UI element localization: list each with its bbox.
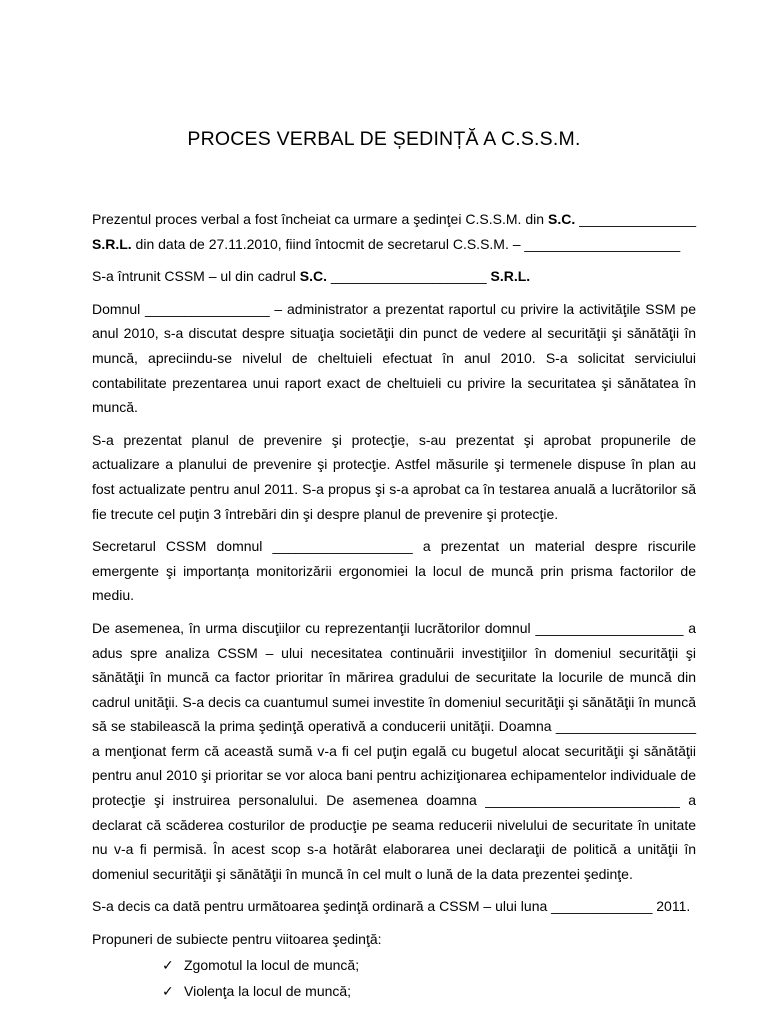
paragraph-proposals-heading: Propuneri de subiecte pentru viitoarea şedinţă: (92, 931, 382, 948)
paragraph-meeting: S-a întrunit CSSM – ul din cadrul S.C. ____________________ S.R.L. (92, 268, 531, 285)
list-item (162, 978, 696, 1004)
paragraph-secretary: Secretarul CSSM domnul __________________ a prezentat un material despre riscurile emergente şi importanța monitorizării ergonomiei la locul de muncă prin prisma factorilor de mediu. (92, 538, 696, 604)
paragraph-next-meeting: S-a decis ca dată pentru următoarea şedinţă ordinară a CSSM – ului luna _____________ 2011. (92, 898, 691, 915)
list-item-label: Violenţa la locul de muncă; (184, 982, 352, 999)
list-item-label: Zgomotul la locul de muncă; (184, 956, 360, 973)
paragraph-administrator-report: Domnul ________________ – administrator a prezentat raportul cu privire la activităţile SSM pe anul 2010, s-a discutat despre situaţia societăţii din punct de vedere al securităţii şi sănătăţii în muncă, apreciindu-se nivelul de cheltuieli efectuat în anul 2010. S-a solicitat serviciului contabilitate prezentarea unui raport exact de cheltuieli cu privire la securitatea şi sănătatea în muncă. (92, 300, 696, 416)
document-body (92, 207, 696, 1004)
checkmark-icon: ✓ (162, 956, 174, 973)
proposals-list (92, 952, 696, 1004)
checkmark-icon: ✓ (162, 982, 174, 999)
document-title: PROCES VERBAL DE ȘEDINȚĂ A C.S.S.M. (187, 128, 581, 150)
paragraph-investments: De asemenea, în urma discuţiilor cu reprezentanţii lucrătorilor domnul ___________________ a adus spre analiza CSSM – ului necesitatea continuării investiţiilor în domeniul securităţii şi sănătăţii în muncă ca factor prioritar în mărirea gradului de securitate la locurile de muncă din cadrul unităţii. S-a decis ca cuantumul sumei investite în domeniul securităţii şi sănătăţii în muncă să se stabilească la prima şedinţă operativă a conducerii unităţii. Doamna __________________ a menţionat ferm că această sumă v-a fi cel puţin egală cu bugetul alocat securităţii şi sănătăţii pentru anul 2010 şi prioritar se vor aloca bani pentru achiziţionarea echipamentelor individuale de protecţie şi instruirea personalului. De asemenea doamna _________________________ a declarat că scăderea costurilor de producţie pe seama reducerii nivelului de securitate în unitate nu v-a fi permisă. În acest scop s-a hotărât elaborarea unei declaraţii de politică a unităţii în domeniul securităţii şi sănătăţii în muncă în cel mult o lună de la data prezentei şedinţe. (92, 619, 696, 882)
list-item (162, 952, 696, 978)
paragraph-intro: Prezentul proces verbal a fost încheiat ca urmare a şedinţei C.S.S.M. din S.C. _______________ S.R.L. din data de 27.11.2010, fiind întocmit de secretarul C.S.S.M. – ____________________ (92, 211, 696, 252)
paragraph-prevention-plan: S-a prezentat planul de prevenire şi protecţie, s-au prezentat şi aprobat propunerile de actualizare a planului de prevenire şi protecţie. Astfel măsurile şi termenele dispuse în plan au fost actualizate pentru anul 2011. S-a propus şi s-a aprobat ca în testarea anuală a lucrătorilor să fie trecute cel puţin 3 întrebări din şi despre planul de prevenire şi protecţie. (92, 431, 696, 522)
